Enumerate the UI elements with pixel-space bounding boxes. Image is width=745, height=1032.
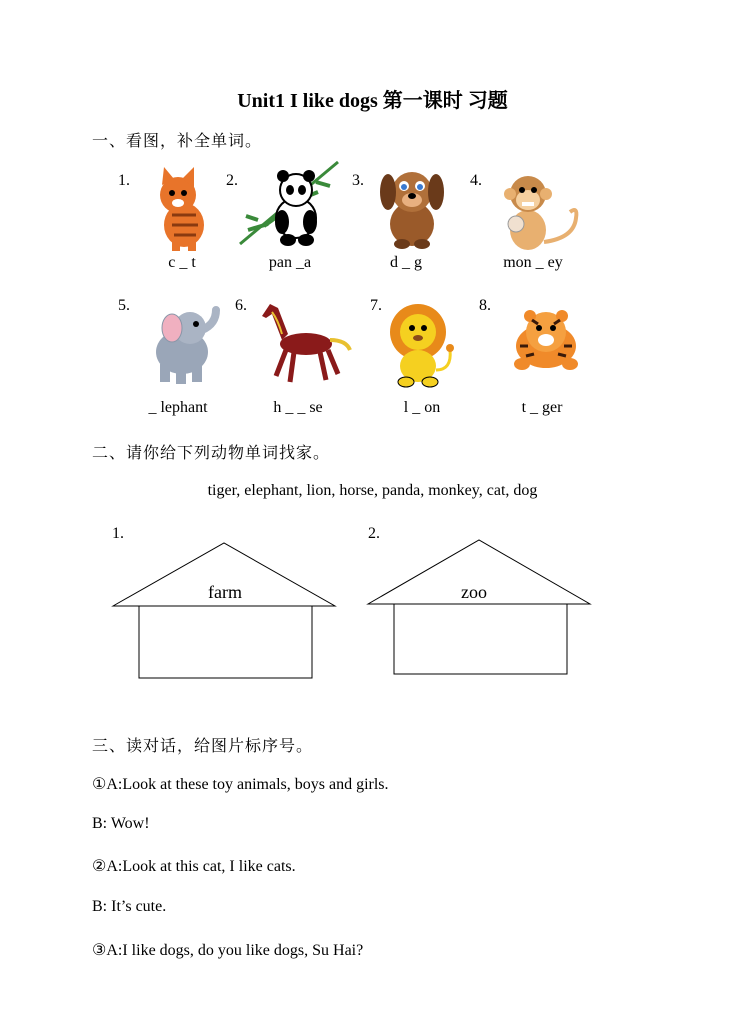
item-number: 3. bbox=[352, 172, 364, 189]
word-blank: c _ t bbox=[168, 254, 196, 271]
zoo-house bbox=[366, 538, 594, 680]
item-number: 8. bbox=[479, 297, 491, 314]
item-number: 5. bbox=[118, 297, 130, 314]
tiger-icon bbox=[506, 302, 586, 390]
item-number: 4. bbox=[470, 172, 482, 189]
word-blank: d _ g bbox=[390, 254, 422, 271]
item-number: 6. bbox=[235, 297, 247, 314]
word-blank: l _ on bbox=[403, 399, 441, 416]
panda-icon bbox=[238, 160, 343, 250]
section2-heading: 二、请你给下列动物单词找家。 bbox=[92, 445, 331, 462]
section3-heading: 三、读对话，给图片标序号。 bbox=[92, 738, 314, 755]
item-number: 2. bbox=[226, 172, 238, 189]
section1-heading: 一、看图，补全单词。 bbox=[92, 133, 263, 150]
dialog-line: ①A:Look at these toy animals, boys and girls. bbox=[92, 776, 389, 793]
elephant-icon bbox=[146, 300, 226, 388]
dog-icon bbox=[372, 162, 452, 250]
word-blank: mon _ ey bbox=[503, 254, 563, 271]
cat-icon bbox=[142, 165, 222, 253]
word-bank: tiger, elephant, lion, horse, panda, monkey, cat, dog bbox=[207, 482, 538, 499]
horse-icon bbox=[258, 300, 354, 388]
lion-icon bbox=[382, 300, 462, 388]
word-blank: h _ _ se bbox=[273, 399, 323, 416]
word-blank: _ lephant bbox=[148, 399, 208, 416]
page-title: Unit1 I like dogs 第一课时 习题 bbox=[237, 90, 508, 112]
word-blank: t _ ger bbox=[521, 399, 563, 416]
zoo-label: zoo bbox=[461, 582, 487, 602]
dialog-line: B: Wow! bbox=[92, 815, 150, 832]
farm-label: farm bbox=[208, 582, 242, 602]
house-number: 1. bbox=[112, 525, 124, 542]
farm-house bbox=[110, 540, 340, 682]
dialog-line: ③A:I like dogs, do you like dogs, Su Hai? bbox=[92, 942, 364, 959]
item-number: 7. bbox=[370, 297, 382, 314]
house-number: 2. bbox=[368, 525, 380, 542]
monkey-icon bbox=[494, 168, 584, 256]
dialog-line: B: It’s cute. bbox=[92, 898, 167, 915]
dialog-line: ②A:Look at this cat, I like cats. bbox=[92, 858, 296, 875]
word-blank: pan _a bbox=[268, 254, 312, 271]
item-number: 1. bbox=[118, 172, 130, 189]
